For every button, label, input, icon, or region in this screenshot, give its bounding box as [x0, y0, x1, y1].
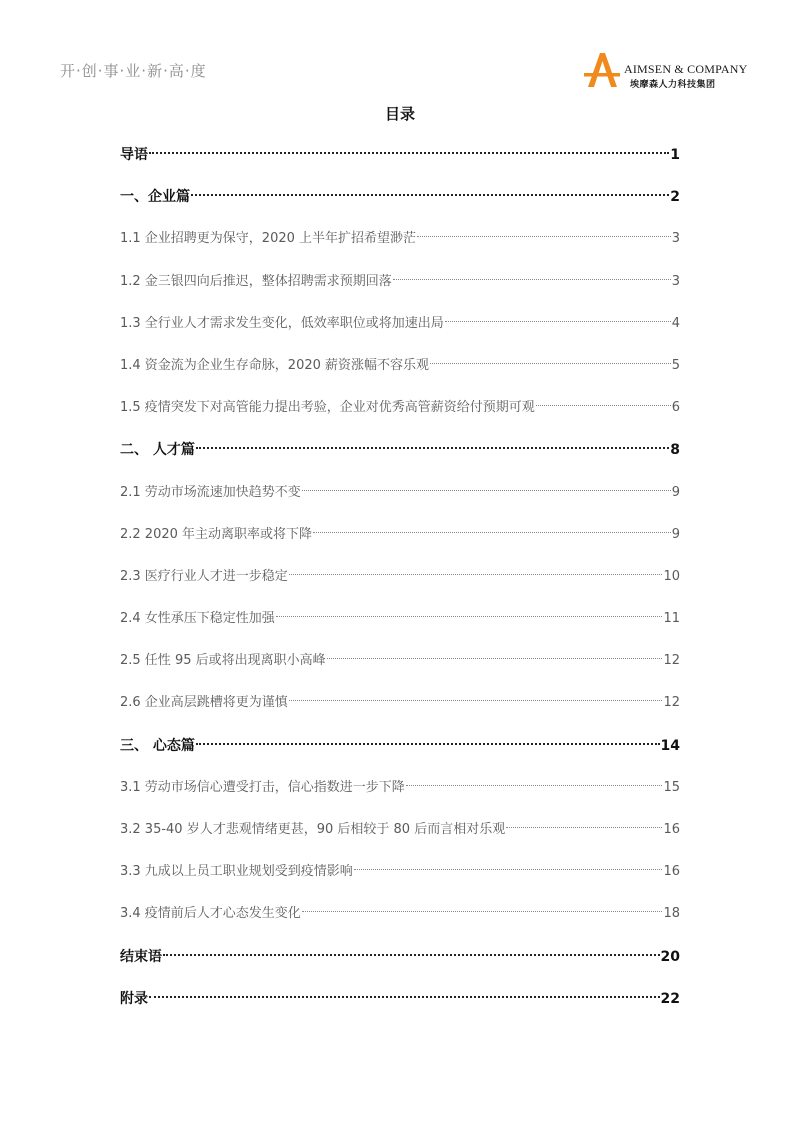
toc-dot-leader	[302, 490, 671, 491]
toc-entry-label: 结束语	[120, 948, 162, 965]
toc-entry[interactable]	[120, 514, 680, 556]
toc-entry-label: 2.4 女性承压下稳定性加强	[120, 611, 275, 627]
toc-dot-leader	[430, 363, 671, 364]
toc-entry-label: 导语	[120, 147, 148, 163]
toc-entry-label: 2.6 企业高层跳槽将更为谨慎	[120, 695, 288, 711]
logo-english-name: AIMSEN & COMPANY	[624, 62, 748, 76]
header-slogan: 开·创·事·业·新·高·度	[60, 62, 207, 80]
toc-entry[interactable]	[120, 218, 680, 260]
toc-entry-label: 3.2 35-40 岁人才悲观情绪更甚，90 后相较于 80 后而言相对乐观	[120, 822, 506, 837]
toc-entry-page: 10	[663, 568, 680, 584]
toc-entry[interactable]	[120, 556, 680, 598]
toc-entry[interactable]	[120, 134, 680, 176]
toc-entry-label: 3.3 九成以上员工职业规划受到疫情影响	[120, 864, 353, 880]
toc-dot-leader	[149, 152, 669, 154]
toc-title: 目录	[384, 105, 415, 123]
toc-entry-label: 附录	[120, 990, 148, 1007]
toc-entry-label: 三、 心态篇	[120, 737, 195, 754]
toc-entry-page: 3	[671, 273, 680, 289]
toc-entry-page: 5	[671, 357, 680, 373]
toc-entry-page: 8	[670, 442, 680, 459]
toc-entry-page: 1	[670, 147, 680, 163]
toc-entry[interactable]	[120, 809, 680, 851]
toc-entry[interactable]	[120, 893, 680, 935]
toc-entry-page: 9	[671, 526, 680, 542]
toc-entry-page: 3	[671, 231, 680, 247]
toc-entry[interactable]	[120, 640, 680, 682]
toc-entry[interactable]	[120, 598, 680, 640]
toc-dot-leader	[196, 743, 660, 745]
toc-entry[interactable]	[120, 261, 680, 303]
toc-entry[interactable]	[120, 303, 680, 345]
toc-entry-page: 4	[671, 315, 680, 331]
toc-entry[interactable]	[120, 472, 680, 514]
toc-dot-leader	[417, 236, 671, 237]
toc-entry-page: 2	[670, 189, 680, 206]
toc-entry[interactable]	[120, 176, 680, 218]
toc-entry-label: 2.1 劳动市场流速加快趋势不变	[120, 484, 301, 500]
toc-entry[interactable]	[120, 725, 680, 767]
toc-dot-leader	[276, 616, 663, 617]
toc-entry[interactable]	[120, 978, 680, 1020]
toc-dot-leader	[302, 911, 663, 912]
company-logo	[582, 52, 752, 92]
toc-entry-page: 12	[663, 653, 680, 669]
toc-entry-page: 9	[671, 484, 680, 500]
toc-entry-page: 11	[663, 611, 680, 627]
toc-entry-label: 1.4 资金流为企业生存命脉，2020 薪资涨幅不容乐观	[120, 357, 430, 373]
toc-entry-label: 一、企业篇	[120, 189, 190, 206]
toc-entry-label: 2.3 医疗行业人才进一步稳定	[120, 568, 288, 584]
toc-entry-page: 22	[660, 990, 680, 1007]
toc-dot-leader	[163, 954, 660, 956]
toc-entry[interactable]	[120, 345, 680, 387]
toc-dot-leader	[327, 658, 663, 659]
toc-entry-page: 6	[671, 400, 680, 416]
toc-dot-leader	[289, 700, 663, 701]
toc-entry-label: 1.1 企业招聘更为保守，2020 上半年扩招希望渺茫	[120, 231, 417, 247]
toc-entry-page: 16	[663, 822, 680, 837]
toc-dot-leader	[313, 532, 671, 533]
toc-dot-leader	[354, 869, 663, 870]
toc-dot-leader	[149, 996, 660, 998]
toc-entry[interactable]	[120, 767, 680, 809]
toc-dot-leader	[506, 827, 662, 828]
toc-entry-page: 15	[663, 779, 680, 795]
logo-chinese-name: 埃摩森人力科技集团	[630, 80, 716, 90]
toc-entry-page: 18	[663, 906, 680, 922]
toc-dot-leader	[445, 321, 671, 322]
toc-list	[120, 134, 680, 1020]
toc-entry-label: 2.5 任性 95 后或将出现离职小高峰	[120, 653, 326, 669]
toc-entry[interactable]	[120, 851, 680, 893]
toc-entry-page: 14	[660, 737, 680, 754]
toc-dot-leader	[536, 405, 671, 406]
toc-entry-label: 1.5 疫情突发下对高管能力提出考验，企业对优秀高管薪资给付预期可观	[120, 400, 535, 416]
toc-dot-leader	[393, 279, 671, 280]
toc-entry-page: 20	[660, 948, 680, 965]
toc-entry[interactable]	[120, 936, 680, 978]
toc-entry-label: 1.2 金三银四向后推迟，整体招聘需求预期回落	[120, 273, 392, 289]
toc-dot-leader	[289, 574, 663, 575]
toc-entry-label: 3.1 劳动市场信心遭受打击，信心指数进一步下降	[120, 779, 405, 795]
toc-entry[interactable]	[120, 387, 680, 429]
toc-dot-leader	[196, 447, 669, 449]
toc-dot-leader	[191, 194, 669, 196]
toc-entry-label: 二、 人才篇	[120, 442, 195, 459]
toc-entry[interactable]	[120, 682, 680, 724]
aimsen-a-logo-icon	[582, 52, 622, 90]
toc-entry-label: 1.3 全行业人才需求发生变化，低效率职位或将加速出局	[120, 315, 444, 331]
toc-entry-label: 2.2 2020 年主动离职率或将下降	[120, 526, 313, 542]
toc-entry[interactable]	[120, 429, 680, 471]
toc-entry-label: 3.4 疫情前后人才心态发生变化	[120, 906, 301, 922]
toc-entry-page: 12	[663, 695, 680, 711]
toc-dot-leader	[406, 785, 663, 786]
toc-entry-page: 16	[663, 864, 680, 880]
